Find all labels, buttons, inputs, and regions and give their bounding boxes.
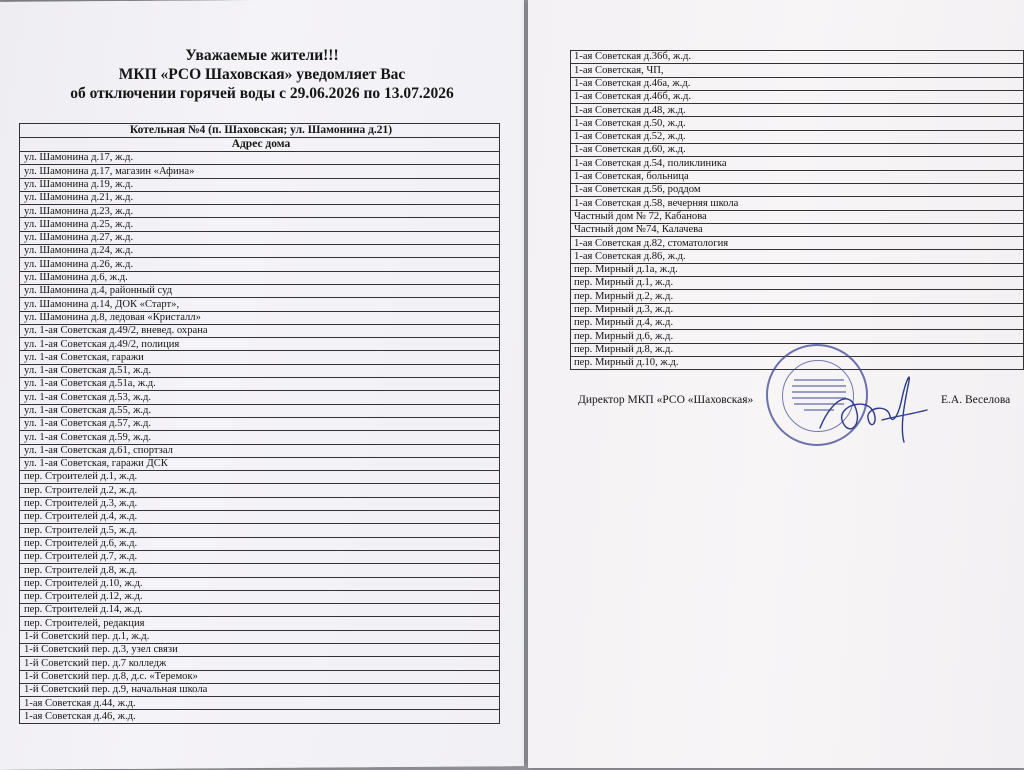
boiler-title: Котельная №4 (п. Шаховская; ул. Шамонина д.21)	[20, 124, 500, 138]
address-cell: 1-й Советский пер. д.1, ж.д.	[20, 630, 500, 643]
address-row	[571, 210, 1024, 223]
address-row	[20, 444, 500, 457]
address-row	[20, 205, 500, 218]
address-cell: ул. 1-ая Советская д.51а, ж.д.	[20, 378, 500, 391]
address-row	[20, 298, 500, 311]
address-row	[571, 64, 1024, 77]
address-row	[571, 51, 1024, 64]
address-row	[571, 303, 1024, 316]
address-cell: пер. Мирный д.8, ж.д.	[571, 343, 1024, 356]
address-cell: пер. Мирный д.1а, ж.д.	[571, 263, 1024, 276]
address-cell: 1-ая Советская д.46а, ж.д.	[571, 77, 1024, 90]
address-row	[20, 178, 500, 191]
address-row	[20, 284, 500, 297]
address-row	[20, 258, 500, 271]
director-name: Е.А. Веселова	[941, 394, 1011, 406]
address-cell: 1-ая Советская д.44, ж.д.	[20, 697, 500, 710]
heading-company: МКП «РСО Шаховская» уведомляет Вас	[118, 66, 406, 83]
address-row	[20, 457, 500, 470]
address-cell: ул. 1-ая Советская, гаражи ДСК	[20, 457, 500, 470]
address-row	[20, 152, 500, 165]
address-cell: ул. Шамонина д.25, ж.д.	[20, 218, 500, 231]
address-cell: 1-ая Советская д.82, стоматология	[571, 237, 1024, 250]
address-cell: ул. 1-ая Советская д.57, ж.д.	[20, 417, 500, 430]
address-cell: пер. Строителей д.2, ж.д.	[20, 484, 500, 497]
address-row	[571, 316, 1024, 329]
address-cell: 1-ая Советская д.52, ж.д.	[571, 130, 1024, 143]
address-row	[20, 537, 500, 550]
address-cell: ул. 1-ая Советская д.49/2, полиция	[20, 338, 500, 351]
column-header: Адрес дома	[20, 138, 500, 152]
address-row	[20, 391, 500, 404]
address-cell: ул. 1-ая Советская д.53, ж.д.	[20, 391, 500, 404]
address-row	[20, 550, 500, 563]
address-row	[20, 245, 500, 258]
address-row	[571, 104, 1024, 117]
address-cell: ул. Шамонина д.4, районный суд	[20, 284, 500, 297]
address-row	[20, 710, 500, 723]
address-cell: ул. 1-ая Советская д.55, ж.д.	[20, 404, 500, 417]
address-cell: 1-ая Советская, ЧП,	[571, 64, 1024, 77]
address-cell: Частный дом №74, Калачева	[571, 223, 1024, 236]
address-row	[571, 237, 1024, 250]
address-cell: 1-й Советский пер. д.3, узел связи	[20, 643, 500, 656]
address-cell: пер. Строителей д.5, ж.д.	[20, 524, 500, 537]
address-cell: ул. Шамонина д.14, ДОК «Старт»,	[20, 298, 500, 311]
address-row	[571, 277, 1024, 290]
address-row	[20, 417, 500, 430]
address-table-left	[19, 123, 500, 724]
address-row	[20, 643, 500, 656]
address-cell: пер. Строителей д.1, ж.д.	[20, 471, 500, 484]
address-row	[20, 630, 500, 643]
notice-heading	[0, 46, 524, 103]
address-row	[20, 351, 500, 364]
address-row	[20, 231, 500, 244]
heading-greeting: Уважаемые жители!!!	[185, 47, 339, 64]
address-row	[20, 670, 500, 683]
address-row	[20, 657, 500, 670]
address-cell: пер. Строителей д.12, ж.д.	[20, 590, 500, 603]
address-row	[20, 577, 500, 590]
address-row	[571, 250, 1024, 263]
address-row	[20, 378, 500, 391]
address-cell: 1-ая Советская д.86, ж.д.	[571, 250, 1024, 263]
address-row	[20, 271, 500, 284]
address-cell: ул. Шамонина д.27, ж.д.	[20, 231, 500, 244]
address-row	[20, 617, 500, 630]
address-cell: 1-ая Советская д.60, ж.д.	[571, 144, 1024, 157]
address-row	[20, 511, 500, 524]
address-cell: 1-ая Советская д.54, поликлиника	[571, 157, 1024, 170]
heading-outage-dates: об отключении горячей воды с 29.06.2026 по 13.07.2026	[70, 85, 454, 102]
boiler-title-row	[20, 124, 500, 138]
address-row	[571, 130, 1024, 143]
address-row	[571, 263, 1024, 276]
address-cell: пер. Строителей д.10, ж.д.	[20, 577, 500, 590]
address-row	[20, 471, 500, 484]
address-cell: Частный дом № 72, Кабанова	[571, 210, 1024, 223]
address-cell: 1-ая Советская, больница	[571, 170, 1024, 183]
address-row	[571, 223, 1024, 236]
address-cell: пер. Строителей, редакция	[20, 617, 500, 630]
address-cell: 1-й Советский пер. д.9, начальная школа	[20, 683, 500, 696]
address-cell: пер. Мирный д.4, ж.д.	[571, 316, 1024, 329]
address-cell: ул. 1-ая Советская д.59, ж.д.	[20, 431, 500, 444]
address-cell: пер. Строителей д.3, ж.д.	[20, 497, 500, 510]
address-row	[571, 197, 1024, 210]
address-cell: пер. Мирный д.1, ж.д.	[571, 277, 1024, 290]
address-cell: 1-ая Советская д.58, вечерняя школа	[571, 197, 1024, 210]
address-cell: 1-й Советский пер. д.8, д.с. «Теремок»	[20, 670, 500, 683]
address-cell: 1-ая Советская д.46б, ж.д.	[571, 90, 1024, 103]
address-cell: ул. Шамонина д.26, ж.д.	[20, 258, 500, 271]
address-cell: 1-ая Советская д.50, ж.д.	[571, 117, 1024, 130]
address-row	[20, 191, 500, 204]
address-row	[20, 311, 500, 324]
address-row	[571, 330, 1024, 343]
address-row	[571, 290, 1024, 303]
address-row	[20, 590, 500, 603]
address-cell: 1-ая Советская д.48, ж.д.	[571, 104, 1024, 117]
address-cell: пер. Мирный д.3, ж.д.	[571, 303, 1024, 316]
address-row	[20, 324, 500, 337]
address-cell: ул. Шамонина д.8, ледовая «Кристалл»	[20, 311, 500, 324]
address-row	[571, 90, 1024, 103]
address-row	[20, 604, 500, 617]
address-cell: пер. Мирный д.6, ж.д.	[571, 330, 1024, 343]
address-cell: 1-ая Советская д.46, ж.д.	[20, 710, 500, 723]
director-title: Директор МКП «РСО «Шаховская»	[578, 394, 754, 406]
address-row	[20, 564, 500, 577]
address-cell: пер. Строителей д.14, ж.д.	[20, 604, 500, 617]
address-cell: ул. 1-ая Советская д.49/2, вневед. охрана	[20, 324, 500, 337]
handwritten-signature	[812, 358, 932, 448]
address-cell: ул. 1-ая Советская, гаражи	[20, 351, 500, 364]
address-row	[20, 165, 500, 178]
address-row	[571, 157, 1024, 170]
address-row	[20, 683, 500, 696]
address-row	[571, 117, 1024, 130]
address-cell: ул. Шамонина д.23, ж.д.	[20, 205, 500, 218]
address-cell: ул. Шамонина д.17, магазин «Афина»	[20, 165, 500, 178]
address-cell: ул. Шамонина д.19, ж.д.	[20, 178, 500, 191]
address-cell: пер. Мирный д.2, ж.д.	[571, 290, 1024, 303]
address-row	[20, 404, 500, 417]
address-cell: пер. Строителей д.4, ж.д.	[20, 511, 500, 524]
address-cell: пер. Строителей д.6, ж.д.	[20, 537, 500, 550]
address-cell: ул. Шамонина д.24, ж.д.	[20, 245, 500, 258]
address-row	[20, 218, 500, 231]
address-cell: 1-й Советский пер. д.7 колледж	[20, 657, 500, 670]
address-row	[20, 484, 500, 497]
address-cell: ул. 1-ая Советская д.61, спортзал	[20, 444, 500, 457]
address-row	[571, 77, 1024, 90]
address-cell: ул. 1-ая Советская д.51, ж.д.	[20, 364, 500, 377]
address-row	[571, 144, 1024, 157]
address-row	[20, 497, 500, 510]
address-cell: ул. Шамонина д.21, ж.д.	[20, 191, 500, 204]
address-row	[20, 338, 500, 351]
address-cell: 1-ая Советская д.36б, ж.д.	[571, 51, 1024, 64]
address-cell: пер. Мирный д.10, ж.д.	[571, 356, 1024, 369]
address-row	[571, 170, 1024, 183]
address-row	[20, 364, 500, 377]
address-cell: 1-ая Советская д.56, роддом	[571, 183, 1024, 196]
address-cell: пер. Строителей д.8, ж.д.	[20, 564, 500, 577]
address-cell: пер. Строителей д.7, ж.д.	[20, 550, 500, 563]
address-table-right	[570, 50, 1024, 370]
address-cell: ул. Шамонина д.17, ж.д.	[20, 152, 500, 165]
address-row	[571, 183, 1024, 196]
address-row	[20, 697, 500, 710]
address-row	[20, 524, 500, 537]
address-row	[20, 431, 500, 444]
column-header-row	[20, 138, 500, 152]
address-cell: ул. Шамонина д.6, ж.д.	[20, 271, 500, 284]
